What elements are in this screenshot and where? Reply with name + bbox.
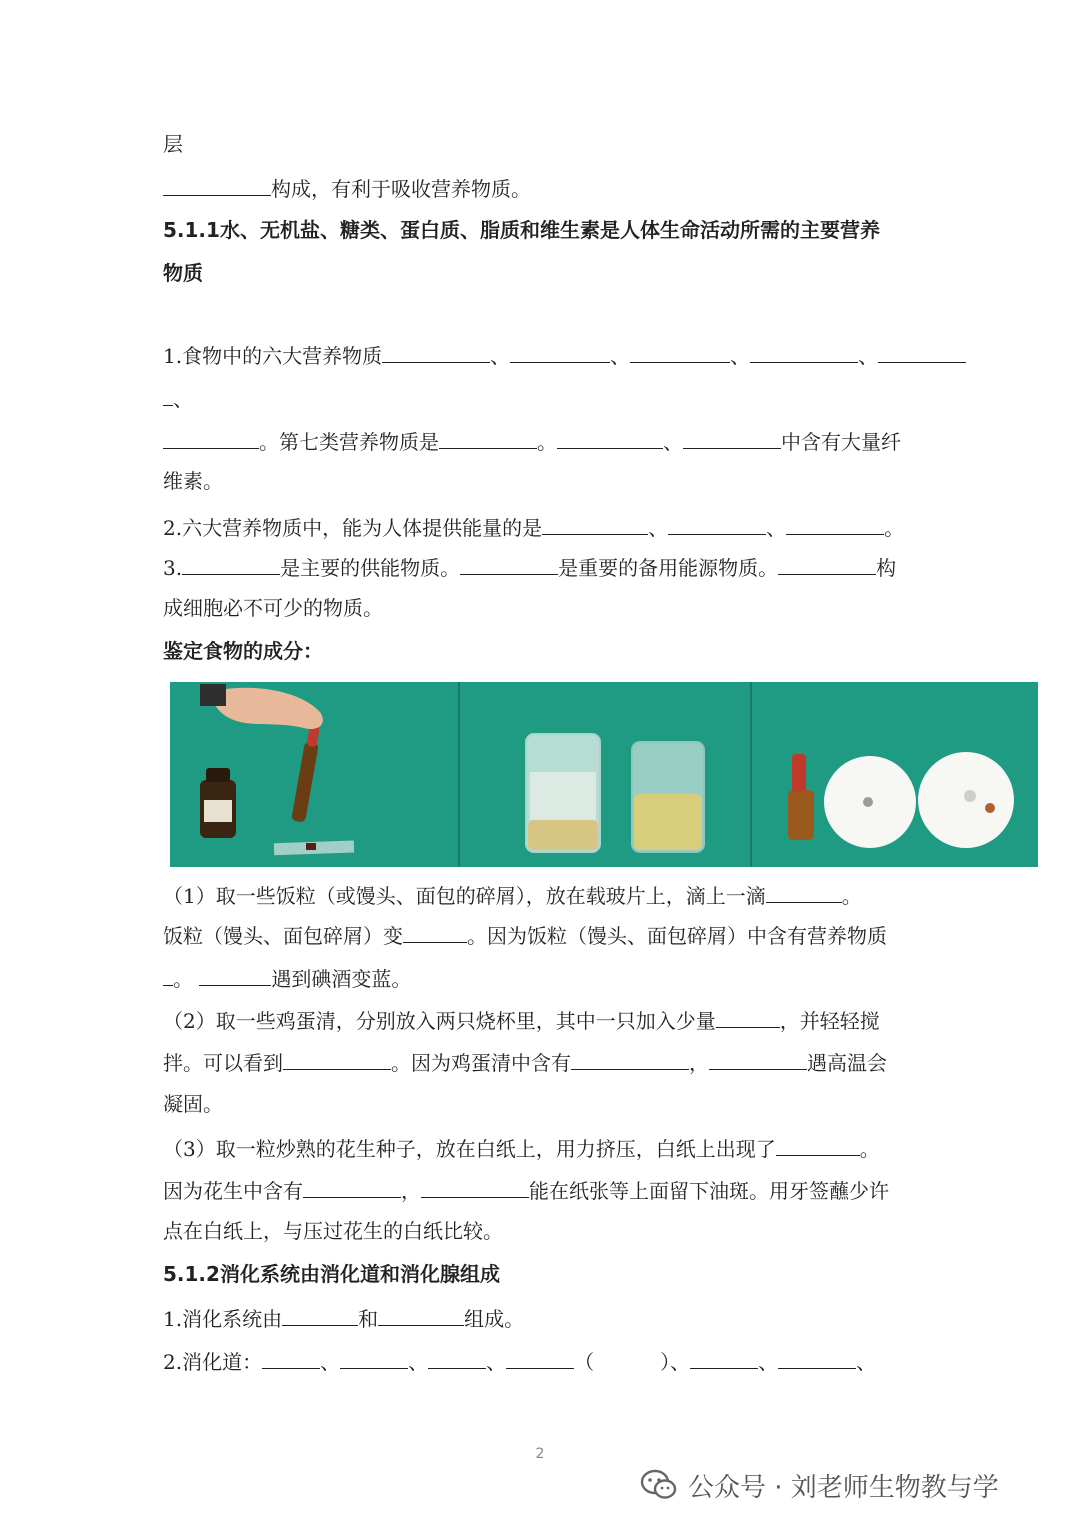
wechat-icon [640, 1468, 678, 1502]
experiment-photo-svg [170, 682, 1038, 867]
white-paper-icon [918, 752, 1014, 848]
fill-blank[interactable] [510, 340, 610, 363]
fill-blank[interactable] [690, 1346, 758, 1369]
question-line: （1）取一些饭粒（或馒头、面包的碎屑），放在载玻片上，滴上一滴 。 [163, 880, 862, 908]
fill-blank[interactable] [778, 552, 876, 575]
question-line: 2.消化道： 、 、 、 （ ）、 、 、 [163, 1346, 876, 1374]
fill-blank[interactable] [630, 340, 730, 363]
question-line: （3）取一粒炒熟的花生种子，放在白纸上，用力挤压，白纸上出现了 。 [163, 1133, 880, 1161]
page-number: 2 [535, 1446, 545, 1462]
question-line: 饭粒（馒头、面包碎屑）变 。因为饭粒（馒头、面包碎屑）中含有营养物质 [163, 920, 887, 948]
fill-blank[interactable] [766, 880, 842, 903]
fill-blank[interactable] [283, 1047, 391, 1070]
fill-blank[interactable] [163, 963, 173, 986]
watermark [640, 1463, 999, 1507]
fill-blank[interactable] [163, 383, 173, 406]
fill-blank[interactable] [716, 1005, 780, 1028]
fill-blank[interactable] [282, 1303, 358, 1326]
fill-blank[interactable] [303, 1175, 401, 1198]
question-line: 凝固。 [163, 1092, 223, 1116]
fill-blank[interactable] [750, 340, 858, 363]
fill-blank[interactable] [506, 1346, 574, 1369]
fill-blank[interactable] [460, 552, 558, 575]
fill-blank[interactable] [163, 173, 271, 196]
question-line: 拌。可以看到 。因为鸡蛋清中含有 ， 遇高温会 [163, 1047, 887, 1075]
beaker-icon [526, 734, 600, 852]
question-line: 1.消化系统由 和 组成。 [163, 1303, 524, 1331]
question-line: 3. 是主要的供能物质。 是重要的备用能源物质。 构 [163, 552, 896, 580]
question-line: 点在白纸上，与压过花生的白纸比较。 [163, 1219, 503, 1243]
white-paper-icon [824, 756, 916, 848]
question-line: 维素。 [163, 469, 223, 493]
fill-blank[interactable] [182, 552, 280, 575]
watermark-text: 公众号 · 刘老师生物教与学 [688, 1472, 999, 1503]
section-heading: 5.1.1水、无机盐、糖类、蛋白质、脂质和维生素是人体生命活动所需的主要营养 [163, 218, 880, 242]
fill-blank[interactable] [571, 1047, 689, 1070]
fill-blank[interactable] [378, 1303, 464, 1326]
question-line: 1.食物中的六大营养物质 、 、 、 、 [163, 340, 966, 368]
fill-blank[interactable] [557, 426, 663, 449]
question-line: 、 [163, 383, 193, 411]
fill-blank[interactable] [439, 426, 537, 449]
fill-blank[interactable] [683, 426, 781, 449]
fill-blank[interactable] [778, 1346, 856, 1369]
text-line: 层 [163, 132, 183, 156]
fill-blank[interactable] [428, 1346, 486, 1369]
fill-blank[interactable] [163, 426, 259, 449]
fill-blank[interactable] [668, 512, 766, 535]
question-line: （2）取一些鸡蛋清，分别放入两只烧杯里，其中一只加入少量 ，并轻轻搅 [163, 1005, 880, 1033]
fill-blank[interactable] [878, 340, 966, 363]
question-line: 2.六大营养物质中，能为人体提供能量的是 、 、 。 [163, 512, 904, 540]
beaker-icon [632, 742, 704, 852]
question-line: 成细胞必不可少的物质。 [163, 596, 383, 620]
question-line: 。 遇到碘酒变蓝。 [163, 963, 411, 991]
fill-blank[interactable] [786, 512, 884, 535]
experiment-photo [170, 682, 1038, 867]
question-line: 。第七类营养物质是 。 、 中含有大量纤 [163, 426, 901, 454]
fill-blank[interactable] [776, 1133, 860, 1156]
fill-blank[interactable] [199, 963, 271, 986]
fill-blank[interactable] [340, 1346, 408, 1369]
fill-blank[interactable] [403, 920, 467, 943]
fill-blank[interactable] [542, 512, 648, 535]
fill-blank[interactable] [262, 1346, 320, 1369]
question-line: 因为花生中含有 ， 能在纸张等上面留下油斑。用牙签蘸少许 [163, 1175, 889, 1203]
section-heading: 5.1.2消化系统由消化道和消化腺组成 [163, 1262, 500, 1286]
fill-blank[interactable] [709, 1047, 807, 1070]
section-heading-cont: 物质 [163, 261, 203, 285]
text-line: 构成，有利于吸收营养物质。 [163, 173, 531, 201]
fill-blank[interactable] [382, 340, 490, 363]
fill-blank[interactable] [421, 1175, 529, 1198]
subsection-heading: 鉴定食物的成分： [163, 639, 323, 663]
